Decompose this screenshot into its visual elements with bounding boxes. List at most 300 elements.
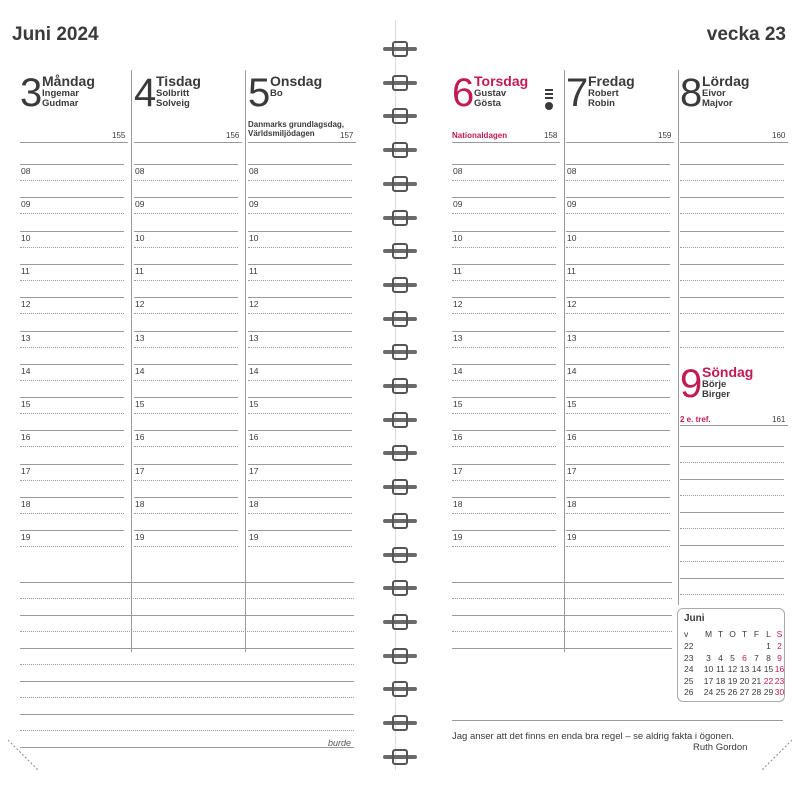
day-header <box>452 73 560 113</box>
hour-rule <box>566 364 670 365</box>
name-day: Eivor Majvor <box>702 88 733 109</box>
spiral-ring <box>383 751 417 763</box>
note-dot-rule <box>452 631 672 632</box>
mini-calendar-day: T <box>741 629 748 639</box>
holiday-note: Danmarks grundlagsdag, Världsmiljödagen <box>248 120 345 138</box>
hour-rule <box>452 297 556 298</box>
hour-rule <box>134 297 238 298</box>
day-name: Lördag <box>702 73 750 89</box>
name-day: Ingemar Gudmar <box>42 88 79 109</box>
column-divider <box>564 70 565 652</box>
hour-rule <box>134 364 238 365</box>
mini-calendar-week <box>681 653 781 664</box>
hour-rule <box>680 479 784 480</box>
mini-calendar-day: 29 <box>763 687 774 697</box>
half-hour-rule <box>566 347 670 348</box>
brand-logo: burde <box>328 738 352 748</box>
half-hour-rule <box>680 462 784 463</box>
hour-rule <box>248 364 352 365</box>
half-hour-rule <box>452 380 556 381</box>
half-hour-rule <box>20 247 124 248</box>
note-rule <box>452 615 672 616</box>
hour-label: 19 <box>21 532 31 543</box>
hour-rule <box>452 497 556 498</box>
hour-rule <box>248 264 352 265</box>
day-number: 8 <box>680 71 703 115</box>
half-hour-rule <box>452 413 556 414</box>
day-number: 9 <box>680 362 703 406</box>
hour-rule <box>680 231 784 232</box>
name-day: Solbritt Solveig <box>156 88 190 109</box>
week-number: 24 <box>684 664 694 674</box>
spiral-ring <box>383 650 417 662</box>
mini-calendar-day: 11 <box>716 664 725 674</box>
spiral-ring <box>383 245 417 257</box>
mini-calendar-day: T <box>717 629 724 639</box>
day-header <box>20 73 128 113</box>
mini-calendar-day: 30 <box>774 687 785 697</box>
day-header-rule <box>452 142 560 143</box>
half-hour-rule <box>134 480 238 481</box>
mini-calendar-day: 4 <box>718 652 723 663</box>
mini-calendar-day: S <box>776 629 783 639</box>
quote-author: Ruth Gordon <box>693 742 748 753</box>
hour-label: 19 <box>567 532 577 543</box>
day-name: Tisdag <box>156 73 201 89</box>
hour-rule <box>134 231 238 232</box>
week-number: v <box>684 629 689 639</box>
mini-calendar-week <box>681 641 781 652</box>
half-hour-rule <box>20 513 124 514</box>
hour-rule <box>566 464 670 465</box>
hour-label: 09 <box>249 199 259 210</box>
mini-calendar-day: 8 <box>766 652 771 663</box>
hour-rule <box>20 397 124 398</box>
spiral-ring <box>383 549 417 561</box>
hour-rule <box>452 397 556 398</box>
half-hour-rule <box>134 280 238 281</box>
half-hour-rule <box>134 213 238 214</box>
hour-rule <box>134 264 238 265</box>
spiral-ring <box>383 380 417 392</box>
mini-calendar-day: 6 <box>742 652 747 663</box>
hour-rule <box>452 164 556 165</box>
note-dot-rule <box>20 664 354 665</box>
column-divider <box>678 70 679 605</box>
day-header <box>566 73 674 113</box>
spiral-ring <box>383 279 417 291</box>
hour-rule <box>566 197 670 198</box>
half-hour-rule <box>566 546 670 547</box>
hour-rule <box>566 297 670 298</box>
mini-calendar-day: F <box>753 629 760 639</box>
hour-label: 19 <box>135 532 145 543</box>
half-hour-rule <box>680 213 784 214</box>
half-hour-rule <box>134 247 238 248</box>
half-hour-rule <box>248 546 352 547</box>
day-header-rule <box>20 142 128 143</box>
half-hour-rule <box>680 280 784 281</box>
day-number: 3 <box>20 71 43 115</box>
flag-icon <box>545 89 553 111</box>
mini-calendar-day: 16 <box>774 664 785 674</box>
day-header <box>134 73 242 113</box>
mini-calendar-day: 17 <box>703 675 714 686</box>
hour-rule <box>680 197 784 198</box>
hour-rule <box>566 331 670 332</box>
half-hour-rule <box>566 413 670 414</box>
half-hour-rule <box>134 446 238 447</box>
hour-label: 16 <box>567 432 577 443</box>
mini-calendar-day: 15 <box>763 664 774 674</box>
name-day: Bo <box>270 88 283 99</box>
hour-rule <box>248 197 352 198</box>
spiral-ring <box>383 144 417 156</box>
hour-label: 16 <box>453 432 463 443</box>
holiday-note: 2 e. tref. <box>680 415 711 424</box>
half-hour-rule <box>134 380 238 381</box>
half-hour-rule <box>248 280 352 281</box>
hour-rule <box>566 497 670 498</box>
hour-rule <box>566 264 670 265</box>
spiral-ring <box>383 43 417 55</box>
holiday-note: Nationaldagen <box>452 131 508 140</box>
mini-calendar-day: 24 <box>703 687 714 697</box>
day-name: Söndag <box>702 364 754 380</box>
hour-rule <box>134 530 238 531</box>
half-hour-rule <box>452 280 556 281</box>
name-day: Gustav Gösta <box>474 88 507 109</box>
hour-label: 08 <box>21 166 31 176</box>
hour-rule <box>452 464 556 465</box>
hour-rule <box>566 164 670 165</box>
mini-calendar-day: L <box>766 629 771 639</box>
mini-calendar-day: 1 <box>766 641 771 651</box>
mini-calendar-week <box>681 687 785 698</box>
hour-rule <box>248 464 352 465</box>
hour-rule <box>452 197 556 198</box>
hour-label: 13 <box>453 332 463 343</box>
hour-rule <box>680 578 784 579</box>
hour-rule <box>680 545 784 546</box>
hour-rule <box>452 264 556 265</box>
hour-label: 11 <box>453 265 462 276</box>
hour-label: 18 <box>135 499 145 509</box>
spiral-ring <box>383 683 417 695</box>
hour-label: 10 <box>21 232 31 243</box>
note-rule <box>20 747 354 748</box>
half-hour-rule <box>452 347 556 348</box>
mini-calendar-day: 7 <box>754 652 759 663</box>
hour-label: 12 <box>21 299 31 310</box>
half-hour-rule <box>680 561 784 562</box>
hour-rule <box>680 446 784 447</box>
hour-rule <box>452 430 556 431</box>
quote-rule <box>452 720 783 721</box>
hour-rule <box>134 164 238 165</box>
half-hour-rule <box>566 213 670 214</box>
mini-calendar-day: 23 <box>774 675 785 686</box>
mini-calendar-day: 9 <box>777 652 782 663</box>
half-hour-rule <box>134 513 238 514</box>
half-hour-rule <box>680 495 784 496</box>
mini-calendar-day: 13 <box>739 664 750 674</box>
mini-calendar-day: 27 <box>739 687 750 697</box>
hour-rule <box>20 430 124 431</box>
hour-rule <box>248 164 352 165</box>
half-hour-rule <box>248 180 352 181</box>
hour-rule <box>452 231 556 232</box>
day-name: Onsdag <box>270 73 323 89</box>
day-of-year: 157 <box>340 131 354 140</box>
day-header <box>680 73 788 113</box>
name-day: Robert Robin <box>588 88 619 109</box>
mini-calendar-day: M <box>704 629 713 639</box>
hour-label: 11 <box>21 265 30 276</box>
mini-calendar-week <box>681 675 785 687</box>
week-number: 25 <box>684 675 694 686</box>
note-dot-rule <box>20 697 354 698</box>
hour-rule <box>134 397 238 398</box>
half-hour-rule <box>566 280 670 281</box>
hour-label: 10 <box>249 232 259 243</box>
hour-rule <box>20 331 124 332</box>
half-hour-rule <box>680 528 784 529</box>
mini-calendar-day: 3 <box>706 652 711 663</box>
mini-calendar-day: 19 <box>727 675 738 686</box>
hour-label: 13 <box>21 332 31 343</box>
day-header-rule <box>680 142 788 143</box>
hour-rule <box>20 231 124 232</box>
hour-label: 15 <box>21 399 31 410</box>
hour-label: 10 <box>135 232 145 243</box>
half-hour-rule <box>20 446 124 447</box>
hour-rule <box>134 197 238 198</box>
note-dot-rule <box>20 598 354 599</box>
half-hour-rule <box>248 446 352 447</box>
half-hour-rule <box>452 247 556 248</box>
spiral-ring <box>383 178 417 190</box>
mini-calendar-day: 12 <box>727 664 738 674</box>
half-hour-rule <box>452 213 556 214</box>
spiral-ring <box>383 717 417 729</box>
hour-label: 08 <box>453 166 463 176</box>
day-header-rule <box>566 142 674 143</box>
hour-rule <box>20 264 124 265</box>
hour-label: 09 <box>453 199 463 210</box>
hour-rule <box>248 397 352 398</box>
hour-label: 12 <box>453 299 463 310</box>
mini-calendar-header <box>681 629 781 640</box>
mini-calendar-title: Juni <box>684 613 705 624</box>
day-of-year: 155 <box>112 131 126 140</box>
hour-rule <box>248 497 352 498</box>
day-number: 5 <box>248 71 271 115</box>
spiral-ring <box>383 414 417 426</box>
half-hour-rule <box>248 313 352 314</box>
day-header-rule <box>248 142 356 143</box>
month-title: Juni 2024 <box>12 24 99 45</box>
day-number: 7 <box>566 71 589 115</box>
week-number: 26 <box>684 687 694 697</box>
half-hour-rule <box>134 180 238 181</box>
hour-label: 14 <box>249 365 259 376</box>
hour-rule <box>680 264 784 265</box>
hour-label: 15 <box>135 399 145 410</box>
half-hour-rule <box>248 480 352 481</box>
hour-label: 16 <box>135 432 145 443</box>
mini-calendar-day: 26 <box>727 687 738 697</box>
hour-rule <box>680 164 784 165</box>
day-of-year: 156 <box>226 131 240 140</box>
hour-label: 19 <box>249 532 259 543</box>
day-name: Måndag <box>42 73 95 89</box>
hour-label: 14 <box>21 365 31 376</box>
spiral-ring <box>383 77 417 89</box>
spiral-ring <box>383 616 417 628</box>
spiral-ring <box>383 110 417 122</box>
half-hour-rule <box>452 446 556 447</box>
half-hour-rule <box>20 480 124 481</box>
mini-calendar-day: 14 <box>751 664 762 674</box>
half-hour-rule <box>452 480 556 481</box>
half-hour-rule <box>134 347 238 348</box>
page-corner-left <box>8 740 38 770</box>
week-number: 22 <box>684 641 694 651</box>
hour-label: 18 <box>21 499 31 509</box>
hour-rule <box>248 530 352 531</box>
half-hour-rule <box>452 546 556 547</box>
hour-rule <box>20 464 124 465</box>
note-rule <box>20 681 354 682</box>
hour-label: 09 <box>21 199 31 210</box>
spiral-ring <box>383 346 417 358</box>
note-rule <box>452 648 672 649</box>
note-dot-rule <box>20 631 354 632</box>
spiral-ring <box>383 515 417 527</box>
half-hour-rule <box>452 513 556 514</box>
half-hour-rule <box>566 313 670 314</box>
hour-label: 14 <box>567 365 577 376</box>
note-rule <box>20 582 354 583</box>
hour-rule <box>452 331 556 332</box>
hour-rule <box>248 297 352 298</box>
quote-text: Jag anser att det finns en enda bra regel – se aldrig fakta i ögonen. <box>452 731 735 742</box>
hour-rule <box>680 297 784 298</box>
mini-calendar-day: 20 <box>739 675 750 686</box>
hour-label: 15 <box>249 399 259 410</box>
hour-label: 17 <box>453 465 463 476</box>
half-hour-rule <box>20 380 124 381</box>
mini-calendar-day: 25 <box>715 687 726 697</box>
hour-label: 19 <box>453 532 463 543</box>
hour-label: 12 <box>135 299 145 310</box>
half-hour-rule <box>566 480 670 481</box>
hour-rule <box>20 164 124 165</box>
mini-calendar <box>677 608 785 702</box>
hour-rule <box>134 331 238 332</box>
spiral-ring <box>383 582 417 594</box>
day-header <box>248 73 356 113</box>
week-title: vecka 23 <box>706 24 786 45</box>
hour-label: 14 <box>135 365 145 376</box>
hour-rule <box>452 530 556 531</box>
day-of-year: 159 <box>658 131 672 140</box>
half-hour-rule <box>248 513 352 514</box>
day-header-rule <box>680 425 788 426</box>
hour-label: 08 <box>135 166 145 176</box>
hour-rule <box>566 397 670 398</box>
mini-calendar-day: 2 <box>777 641 782 651</box>
page-corner-right <box>762 740 792 770</box>
note-dot-rule <box>20 730 354 731</box>
hour-label: 10 <box>453 232 463 243</box>
hour-label: 16 <box>249 432 259 443</box>
day-header-sunday <box>680 364 788 404</box>
day-name: Torsdag <box>474 73 529 89</box>
hour-label: 17 <box>249 465 259 476</box>
half-hour-rule <box>680 347 784 348</box>
spiral-ring <box>383 447 417 459</box>
half-hour-rule <box>248 413 352 414</box>
hour-rule <box>680 512 784 513</box>
hour-label: 18 <box>453 499 463 509</box>
hour-label: 08 <box>567 166 577 176</box>
column-divider <box>131 70 132 652</box>
hour-label: 09 <box>567 199 577 210</box>
day-of-year: 158 <box>544 131 558 140</box>
half-hour-rule <box>452 180 556 181</box>
half-hour-rule <box>20 280 124 281</box>
hour-rule <box>566 430 670 431</box>
note-dot-rule <box>452 598 672 599</box>
half-hour-rule <box>20 180 124 181</box>
half-hour-rule <box>20 546 124 547</box>
hour-label: 12 <box>249 299 259 310</box>
hour-rule <box>20 197 124 198</box>
spiral-ring <box>383 313 417 325</box>
mini-calendar-day: 10 <box>703 664 714 674</box>
hour-label: 17 <box>567 465 577 476</box>
hour-rule <box>20 530 124 531</box>
half-hour-rule <box>680 313 784 314</box>
hour-label: 10 <box>567 232 577 243</box>
hour-rule <box>248 231 352 232</box>
hour-rule <box>248 430 352 431</box>
hour-label: 11 <box>135 265 144 276</box>
half-hour-rule <box>20 413 124 414</box>
day-name: Fredag <box>588 73 635 89</box>
spiral-ring <box>383 212 417 224</box>
half-hour-rule <box>20 347 124 348</box>
half-hour-rule <box>248 247 352 248</box>
mini-calendar-week <box>681 664 785 675</box>
hour-rule <box>248 331 352 332</box>
half-hour-rule <box>248 213 352 214</box>
hour-rule <box>566 530 670 531</box>
hour-rule <box>20 497 124 498</box>
name-day: Börje Birger <box>702 379 730 400</box>
hour-label: 11 <box>249 265 258 276</box>
half-hour-rule <box>566 446 670 447</box>
half-hour-rule <box>680 180 784 181</box>
day-of-year: 160 <box>772 131 786 140</box>
hour-label: 17 <box>21 465 31 476</box>
mini-calendar-day: O <box>729 629 736 639</box>
hour-rule <box>134 497 238 498</box>
mini-calendar-day: 5 <box>730 652 735 663</box>
hour-label: 08 <box>249 166 259 176</box>
